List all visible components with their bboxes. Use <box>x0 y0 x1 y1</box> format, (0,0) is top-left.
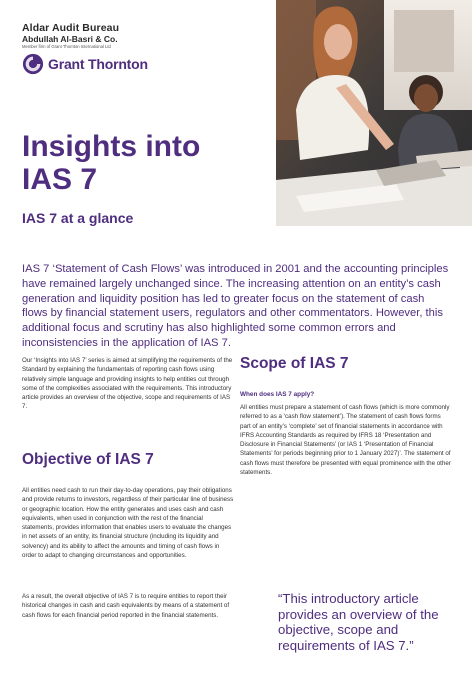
objective-paragraph-1: All entities need cash to run their day-to-day operations, pay their obligations and provide returns to investors, regardless of their particular line of business or geographic location. How the entity generates and uses cash and cash equivalents, when used in conjunction with the rest of the financial statements, provides information that enables users to evaluate the changes in net assets of an entity, its financial structure (including its liquidity and solvency) and its ability to affect the amounts and timing of cash flows in order to adapt to changing circumstances and opportunities. <box>22 487 234 560</box>
office-meeting-photo <box>276 0 472 226</box>
pull-quote <box>278 591 458 653</box>
brand-block <box>22 22 172 75</box>
cover-photo <box>276 0 472 226</box>
grant-thornton-logo-icon <box>22 53 44 75</box>
page-subtitle: IAS 7 at a glance <box>22 210 134 226</box>
series-intro-paragraph: Our ‘Insights into IAS 7’ series is aimed at simplifying the requirements of the Standard by explaining the fundamentals of reporting cash flows using relatively simple language and providing insights to help entities cut through some of the complexities associated with the requirements. This introductory article provides an overview of the objective, scope and requirements of IAS 7. <box>22 357 233 411</box>
pull-quote-text: “This introductory article provides an overview of the objective, scope and requirements of IAS 7.” <box>278 591 439 653</box>
scope-heading: Scope of IAS 7 <box>240 355 349 372</box>
intro-paragraph: IAS 7 ‘Statement of Cash Flows’ was introduced in 2001 and the accounting principles have remained largely unchanged since. The increasing attention on an entity’s cash generation and liquidity position has led to greater focus on the statement of cash flows by financial statement users, regulators and other commentators. However, this additional focus and scrutiny has also highlighted some common errors and inconsistencies in the application of IAS 7. <box>22 263 449 349</box>
page-title-line-1: Insights into <box>22 130 201 163</box>
page-title-line-2: IAS 7 <box>22 163 98 196</box>
brand-line-1: Aldar Audit Bureau <box>22 22 120 34</box>
scope-paragraph: All entities must prepare a statement of cash flows (which is more commonly referred to as a ‘cash flow statement’). The statement of cash flows forms part of an entity’s ‘complete’ set of financial statements in accordance with IFRS Accounting Standards as required by IFRS 18 ‘Presentation and Disclosure in Financial Statements’ (or IAS 1 ‘Presentation of Financial Statements’ for periods beginning prior to 1 January 2027)’. The statement of cash flows must therefore be presented with equal prominence with the other statements. <box>240 404 451 477</box>
brand-line-3: Member firm of Grant Thornton International Ltd <box>22 44 111 49</box>
objective-paragraph-2: As a result, the overall objective of IAS 7 is to require entities to report their historical changes in cash and cash equivalents by means of a statement of cash flows for each financial period reported in the financial statements. <box>22 593 230 619</box>
brand-line-2: Abdullah Al-Basri & Co. <box>22 34 118 44</box>
firm-name: Grant Thornton <box>48 56 148 72</box>
objective-heading: Objective of IAS 7 <box>22 451 154 468</box>
scope-subheading: When does IAS 7 apply? <box>240 391 315 398</box>
grant-thornton-logo <box>22 53 172 75</box>
page-title <box>22 130 262 196</box>
